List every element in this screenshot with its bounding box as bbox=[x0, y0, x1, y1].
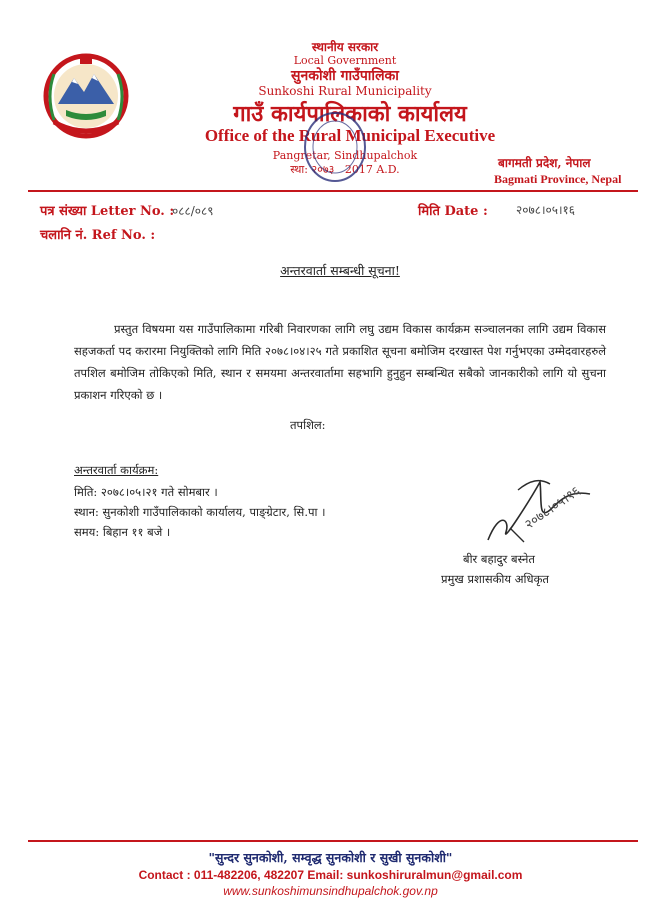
office-title-np: गाउँ कार्यपालिकाको कार्यालय bbox=[233, 101, 467, 127]
local-government-en: Local Government bbox=[293, 54, 397, 67]
nepal-emblem-logo bbox=[36, 44, 136, 144]
province-np: बागमती प्रदेश, नेपाल bbox=[498, 156, 591, 170]
municipality-name-np: सुनकोशी गाउँपालिका bbox=[291, 68, 399, 84]
tapasil-label: तपशिल: bbox=[290, 418, 326, 432]
program-time: समय: बिहान ११ बजे । bbox=[74, 525, 171, 539]
program-heading: अन्तरवार्ता कार्यक्रम: bbox=[74, 463, 159, 477]
header-rule bbox=[28, 190, 638, 192]
letter-no-label: पत्र संख्या Letter No. : bbox=[40, 204, 175, 219]
date-value: २०७८।०५।१६ bbox=[516, 203, 576, 217]
footer-rule bbox=[28, 840, 638, 842]
office-title-en: Office of the Rural Municipal Executive bbox=[204, 126, 496, 145]
signatory-title: प्रमुख प्रशासकीय अधिकृत bbox=[441, 572, 549, 586]
date-label: मिति Date : bbox=[418, 204, 488, 219]
footer-contact: Contact : 011-482206, 482207 Email: sunkoshiruralmun@gmail.com bbox=[138, 868, 523, 882]
signature-date: २०७८।०५।१६ bbox=[522, 483, 584, 533]
province-en: Bagmati Province, Nepal bbox=[494, 172, 622, 186]
program-place: स्थान: सुनकोशी गाउँपालिकाको कार्यालय, पाङ्ग्रेटार, सि.पा । bbox=[74, 505, 326, 519]
footer-slogan: "सुन्दर सुनकोशी, सम्वृद्ध सुनकोशी र सुखी सुनकोशी" bbox=[208, 850, 453, 865]
established-line: स्था: २०७३ 2017 A.D. bbox=[290, 163, 400, 176]
notice-title: अन्तरवार्ता सम्बन्धी सूचना! bbox=[280, 263, 400, 278]
notice-body: प्रस्तुत विषयमा यस गाउँपालिकामा गरिबी निवारणका लागि लघु उद्यम विकास कार्यक्रम सञ्चालनका लागि उद्यम विकास सहजकर्ता पद करारमा नियुक्तिको लागि मिति २०७८।०४।२५ गते प्रकाशित सूचना बमोजिम दरखास्त पेश गर्नुभएका उम्मेदवारहरुले तपशिल बमोजिम तोकिएको मिति, स्थान र समयमा अन्तरवार्तामा सहभागि हुनुहुन सम्बन्धित सबैको जानकारीको लागि यो सुचना प्रकाशन गरिएको छ । bbox=[74, 322, 606, 402]
footer-website-link[interactable]: www.sunkoshimunsindhupalchok.gov.np bbox=[223, 884, 438, 898]
signatory-name: बीर बहादुर बस्नेत bbox=[463, 552, 535, 566]
office-stamp bbox=[300, 108, 370, 186]
office-address: Pangretar, Sindhupalchok bbox=[272, 149, 418, 162]
program-date: मिति: २०७८।०५।२१ गते सोमबार । bbox=[74, 485, 218, 499]
local-government-np: स्थानीय सरकार bbox=[311, 40, 379, 54]
letter-no-value: ०८८/०८९ bbox=[172, 204, 214, 218]
ref-no-label: चलानि नं. Ref No. : bbox=[40, 228, 156, 243]
municipality-name-en: Sunkoshi Rural Municipality bbox=[258, 84, 432, 98]
